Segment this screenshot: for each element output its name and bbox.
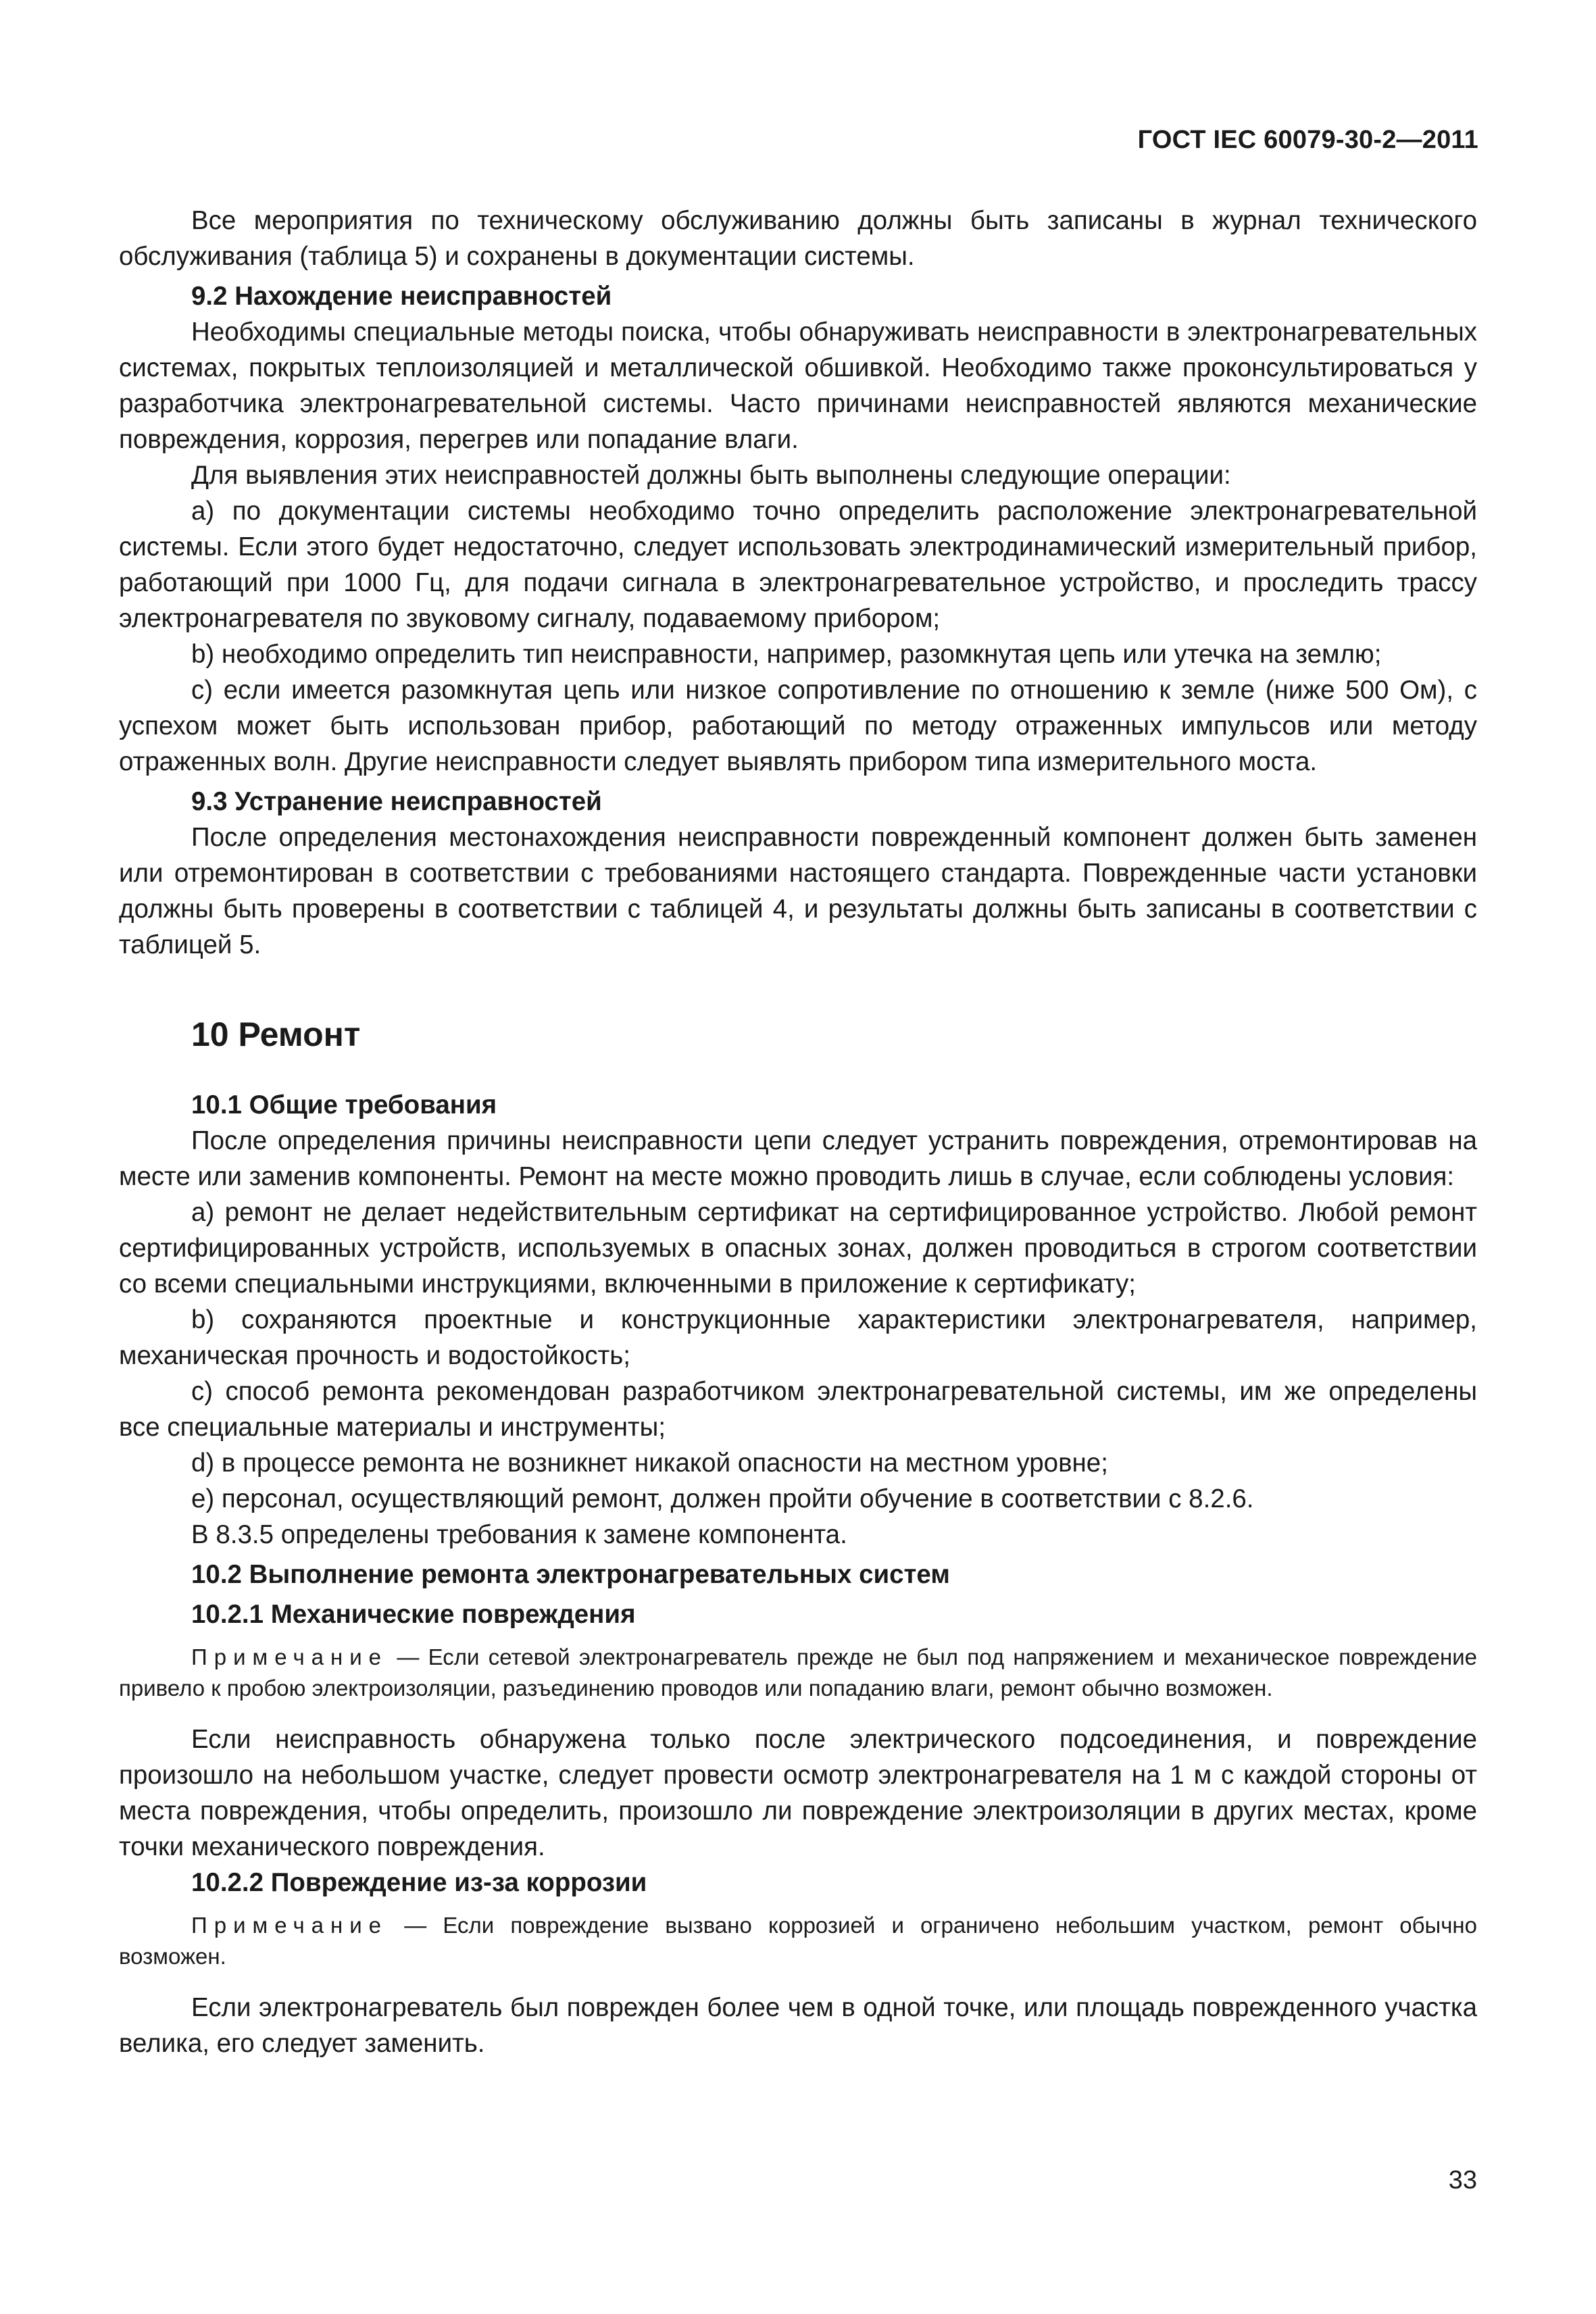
section-10-2-2-paragraph: Если электронагреватель был поврежден более чем в одной точке, или площадь поврежденного участка велика, его следует заменить.: [119, 1993, 1477, 2058]
note-2-label: Примечание: [191, 1913, 389, 1938]
note-1-text: — Если сетевой электронагреватель прежде не был под напряжением и механическое повреждение привело к пробою электроизоляции, разъединению проводов или попаданию влаги, ремонт обычно возможен.: [119, 1644, 1477, 1701]
section-10-2-2-heading: 10.2.2 Повреждение из-за коррозии: [191, 1868, 647, 1897]
section-9-2-item-a: a) по документации системы необходимо точно определить расположение электронагревательной системы. Если этого будет недостаточно, следует использовать электродинамический измерительный прибор, работающий при 1000 Гц, для подачи сигнала в электронагревательное устройство, и проследить трассу электронагревателя по звуковому сигналу, подаваемому прибором;: [119, 497, 1477, 633]
section-10-1-paragraph: После определения причины неисправности цепи следует устранить повреждения, отремонтировав на месте или заменив компоненты. Ремонт на месте можно проводить лишь в случае, если соблюдены условия:: [119, 1126, 1477, 1191]
note-2: [119, 1910, 1477, 1972]
intro-paragraph: Все мероприятия по техническому обслуживанию должны быть записаны в журнал технического обслуживания (таблица 5) и сохранены в документации системы.: [119, 206, 1477, 271]
section-10-2-1-paragraph: Если неисправность обнаружена только после электрического подсоединения, и повреждение произошло на небольшом участке, следует провести осмотр электронагревателя на 1 м с каждой стороны от места повреждения, чтобы определить, произошло ли повреждение электроизоляции в других местах, кроме точки механического повреждения.: [119, 1725, 1477, 1861]
section-9-3-heading: 9.3 Устранение неисправностей: [191, 787, 602, 816]
note-2-text: — Если повреждение вызвано коррозией и ограничено небольшим участком, ремонт обычно возможен.: [119, 1913, 1477, 1969]
section-10-heading: 10 Ремонт: [191, 1015, 361, 1053]
section-9-2-item-c: c) если имеется разомкнутая цепь или низкое сопротивление по отношению к земле (ниже 500 Ом), с успехом может быть использован прибор, работающий по методу отраженных импульсов или методу отраженных волн. Другие неисправности следует выявлять прибором типа измерительного моста.: [119, 676, 1477, 776]
section-9-2-paragraph-2: Для выявления этих неисправностей должны быть выполнены следующие операции:: [191, 461, 1231, 490]
section-9-2-item-b: b) необходимо определить тип неисправности, например, разомкнутая цепь или утечка на землю;: [191, 640, 1382, 669]
note-1: [119, 1642, 1477, 1704]
section-10-2-1-heading: 10.2.1 Механические повреждения: [191, 1600, 636, 1629]
section-9-2-heading: 9.2 Нахождение неисправностей: [191, 282, 612, 311]
section-10-1-item-a: a) ремонт не делает недействительным сертификат на сертифицированное устройство. Любой ремонт сертифицированных устройств, используемых в опасных зонах, должен проводиться в строгом соответствии со всеми специальными инструкциями, включенными в приложение к сертификату;: [119, 1198, 1477, 1299]
section-10-1-item-e: e) персонал, осуществляющий ремонт, должен пройти обучение в соответствии с 8.2.6.: [191, 1484, 1254, 1513]
note-1-label: Примечание: [191, 1644, 389, 1669]
section-10-1-heading: 10.1 Общие требования: [191, 1090, 497, 1120]
section-10-2-heading: 10.2 Выполнение ремонта электронагревательных систем: [191, 1560, 950, 1589]
page-content: [119, 203, 1477, 2061]
page-number: 33: [1448, 2166, 1477, 2194]
section-10-1-item-b: b) сохраняются проектные и конструкционные характеристики электронагревателя, например, механическая прочность и водостойкость;: [119, 1305, 1477, 1370]
section-10-1-item-d: d) в процессе ремонта не возникнет никакой опасности на местном уровне;: [191, 1449, 1108, 1478]
section-9-3-paragraph: После определения местонахождения неисправности поврежденный компонент должен быть заменен или отремонтирован в соответствии с требованиями настоящего стандарта. Поврежденные части установки должны быть проверены в соответствии с таблицей 4, и результаты должны быть записаны в соответствии с таблицей 5.: [119, 823, 1477, 959]
section-9-2-paragraph-1: Необходимы специальные методы поиска, чтобы обнаруживать неисправности в электронагревательных системах, покрытых теплоизоляцией и металлической обшивкой. Необходимо также проконсультироваться у разработчика электронагревательной системы. Часто причинами неисправностей являются механические повреждения, коррозия, перегрев или попадание влаги.: [119, 318, 1477, 454]
section-10-1-final: В 8.3.5 определены требования к замене компонента.: [191, 1520, 847, 1549]
standard-header: ГОСТ IEC 60079-30-2—2011: [1137, 126, 1478, 154]
section-10-1-item-c: c) способ ремонта рекомендован разработчиком электронагревательной системы, им же определены все специальные материалы и инструменты;: [119, 1377, 1477, 1442]
